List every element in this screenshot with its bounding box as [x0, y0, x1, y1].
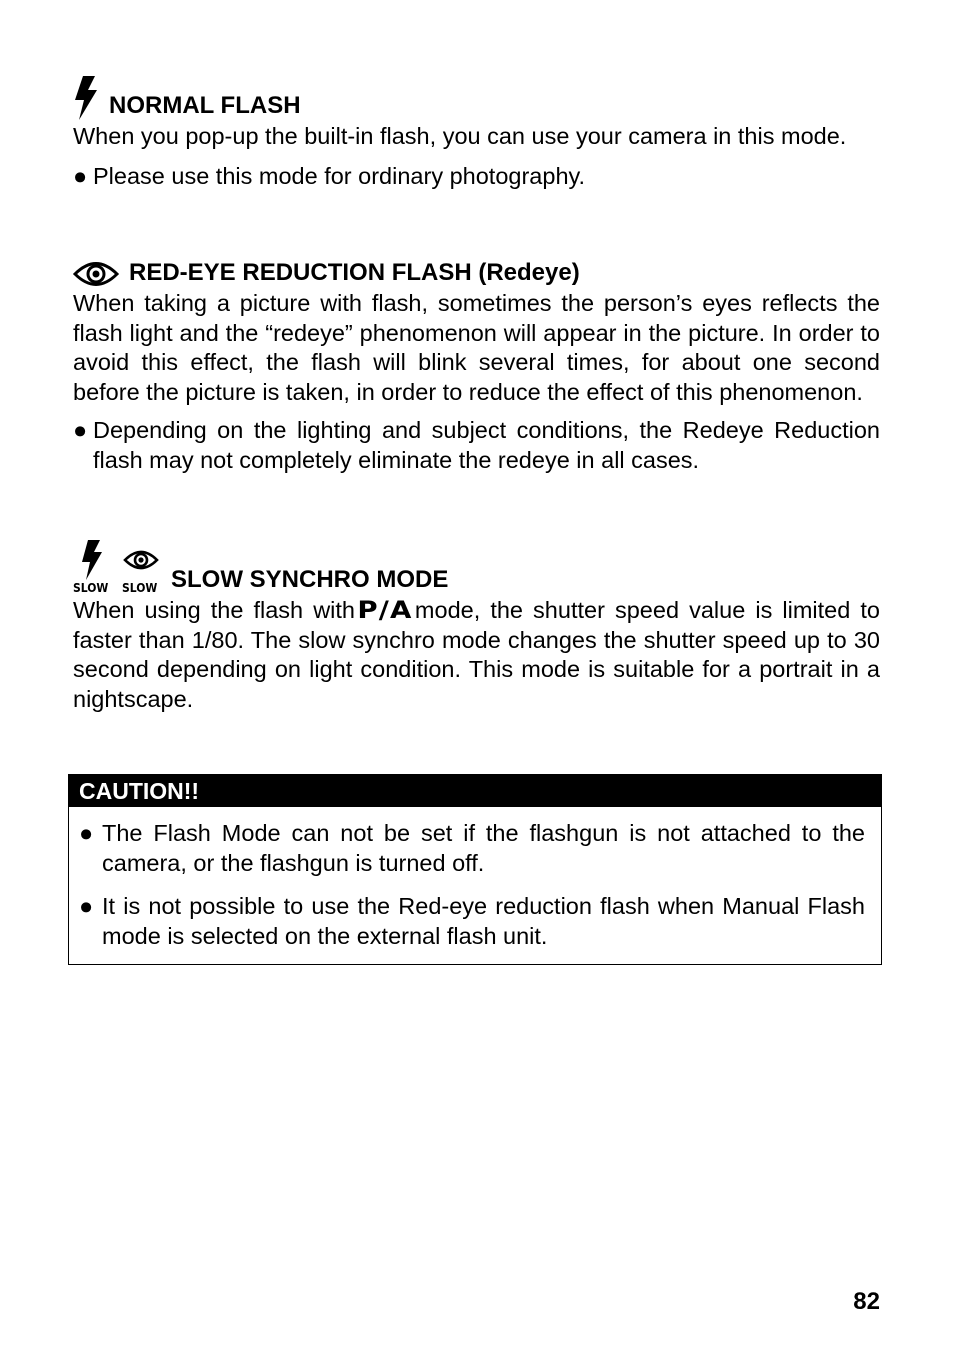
red-eye-paragraph: When taking a picture with flash, sometimes the person’s eyes reflects the flash light and the “redeye” phenomenon will appear in the picture. In order to avoid this effect, the flash will blink several times, for about one second before the picture is taken, in order to reduce the effect of this phenomenon. [73, 290, 880, 405]
list-item: ● Depending on the lighting and subject conditions, the Redeye Reduction flash may not completely eliminate the redeye in all cases. [73, 417, 880, 473]
slow-synchro-paragraph: When using the flash with P/A mode, the shutter speed value is limited to faster than 1/80. The slow synchro mode changes the shutter speed up to 30 second depending on light condition. This mode is suitable for a portrait in a nightscape. [73, 596, 880, 712]
page-number: 82 [853, 1288, 880, 1315]
normal-flash-heading: NORMAL FLASH [73, 76, 880, 120]
red-eye-heading: RED-EYE REDUCTION FLASH (Redeye) [73, 259, 880, 287]
pa-mode-symbol: P/A [357, 596, 413, 624]
red-eye-section [73, 259, 880, 475]
slow-synchro-section [73, 540, 880, 714]
list-item: ● The Flash Mode can not be set if the flashgun is not attached to the camera, or the flashgun is turned off. [79, 820, 865, 876]
slow-red-eye-icon [121, 540, 161, 594]
flash-icon [73, 76, 99, 120]
normal-flash-paragraph: When you pop-up the built-in flash, you can use your camera in this mode. [73, 123, 847, 149]
svg-text:SLOW: SLOW [122, 581, 158, 594]
svg-text:SLOW: SLOW [73, 581, 109, 594]
red-eye-icon [73, 259, 119, 287]
caution-box [68, 774, 882, 965]
list-item: ● Please use this mode for ordinary photography. [73, 162, 586, 189]
slow-flash-icon [73, 540, 111, 594]
normal-flash-section [73, 76, 880, 191]
slow-synchro-heading: SLOW SLOW SLOW SYNCHRO MODE [73, 540, 880, 594]
caution-title: CAUTION!! [69, 775, 881, 807]
list-item: ● It is not possible to use the Red-eye reduction flash when Manual Flash mode is selected on the external flash unit. [79, 893, 865, 949]
